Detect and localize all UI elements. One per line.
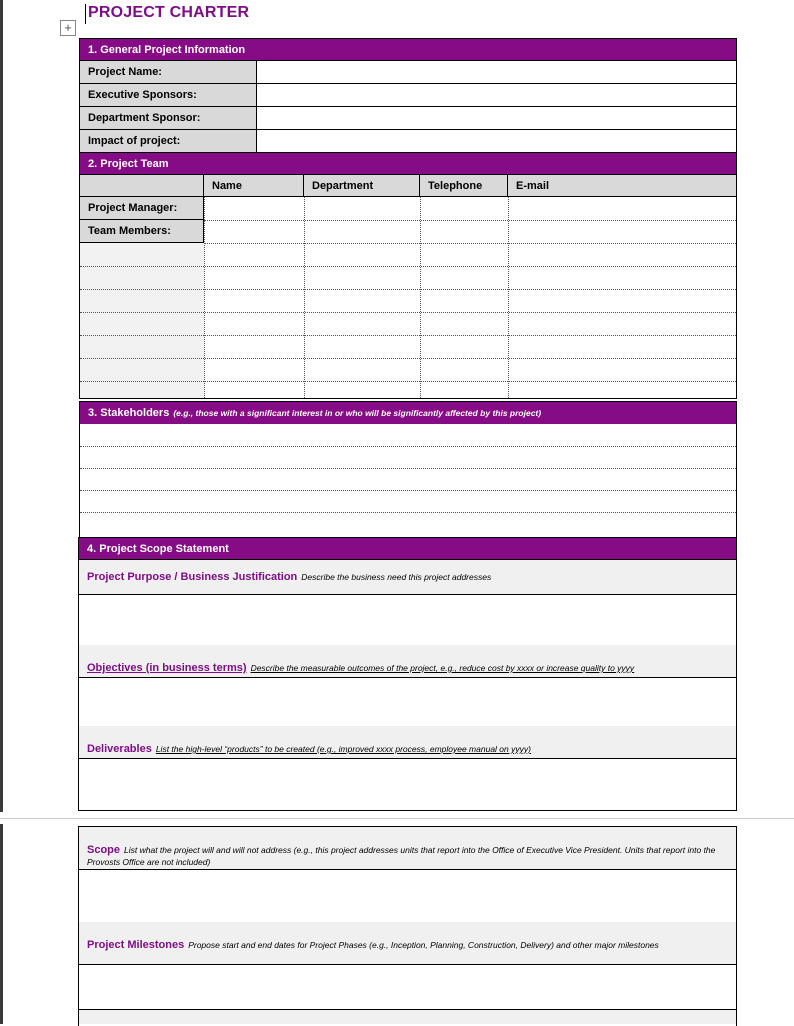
row-divider (80, 446, 736, 447)
milestones-description: Propose start and end dates for Project Phases (e.g., Inception, Planning, Construction, Delivery) and other major milestones (188, 940, 659, 950)
header-divider (419, 175, 420, 197)
row-divider (80, 289, 736, 290)
section-general-info-title: 1. General Project Information (88, 43, 246, 56)
row-divider (204, 220, 736, 221)
impact-label: Impact of project: (79, 129, 257, 153)
row-divider (80, 468, 736, 469)
header-divider (203, 175, 204, 197)
column-header-name: Name (212, 180, 242, 192)
column-header-telephone: Telephone (428, 180, 483, 192)
section-scope-title: 4. Project Scope Statement (87, 542, 229, 555)
column-header-email: E-mail (516, 180, 550, 192)
purpose-field[interactable] (79, 595, 736, 645)
column-divider (304, 197, 305, 398)
column-divider (204, 197, 205, 398)
text-cursor (85, 4, 86, 24)
header-divider (303, 175, 304, 197)
project-name-label: Project Name: (79, 60, 257, 84)
row-divider (80, 266, 736, 267)
team-members-label: Team Members: (80, 220, 204, 243)
section-scope-header (78, 537, 737, 560)
row-divider (80, 490, 736, 491)
deliverables-title: Deliverables (87, 743, 152, 755)
row-divider (80, 512, 736, 513)
executive-sponsors-field[interactable] (256, 83, 737, 107)
objectives-title: Objectives (in business terms) (87, 662, 247, 674)
scope-description: List what the project will and will not address (e.g., this project addresses units that report into the Office of Executive Vice President. Units that report into the Provosts Office are not included) (87, 845, 716, 867)
row-divider (80, 312, 736, 313)
purpose-description: Describe the business need this project addresses (301, 572, 492, 582)
row-divider (204, 243, 736, 244)
section-stakeholders-title: 3. Stakeholders (88, 407, 170, 419)
milestones-title: Project Milestones (87, 939, 185, 951)
section-stakeholders-header (79, 401, 737, 425)
purpose-heading (79, 560, 736, 594)
objectives-description: Describe the measurable outcomes of the project, e.g., reduce cost by xxxx or increase quality to yyyy (250, 663, 635, 673)
stakeholders-area[interactable] (79, 424, 737, 538)
section-project-team-title: 2. Project Team (88, 157, 169, 170)
objectives-field[interactable] (79, 678, 736, 726)
column-divider (420, 197, 421, 398)
section-project-team-header (79, 152, 737, 175)
page-break (0, 818, 794, 819)
page-title: PROJECT CHARTER (88, 4, 250, 21)
project-name-field[interactable] (256, 60, 737, 84)
impact-field[interactable] (256, 129, 737, 153)
next-section-heading (79, 1010, 736, 1024)
window-left-edge (0, 0, 3, 1024)
department-sponsor-field[interactable] (256, 106, 737, 130)
purpose-title: Project Purpose / Business Justification (87, 571, 298, 583)
executive-sponsors-label: Executive Sponsors: (79, 83, 257, 107)
column-header-department: Department (312, 180, 374, 192)
scope-title: Scope (87, 844, 121, 856)
row-divider (80, 381, 736, 382)
row-divider (80, 335, 736, 336)
row-divider (80, 358, 736, 359)
objectives-heading (79, 645, 736, 677)
header-divider (507, 175, 508, 197)
milestones-heading (79, 922, 736, 964)
deliverables-heading (79, 726, 736, 758)
deliverables-description: List the high-level “products” to be created (e.g., improved xxxx process, employee manual on yyyy) (155, 744, 531, 754)
milestones-field[interactable] (79, 965, 736, 1009)
section-general-info-header (79, 38, 737, 61)
department-sponsor-label: Department Sponsor: (79, 106, 257, 130)
table-move-handle-icon[interactable]: + (60, 20, 76, 36)
scope-heading (79, 827, 736, 869)
project-manager-label: Project Manager: (80, 197, 204, 220)
deliverables-field[interactable] (79, 759, 736, 810)
column-divider (508, 197, 509, 398)
scope-field[interactable] (79, 870, 736, 922)
section-stakeholders-note: (e.g., those with a significant interest in or who will be significantly affected by this project) (173, 408, 542, 418)
